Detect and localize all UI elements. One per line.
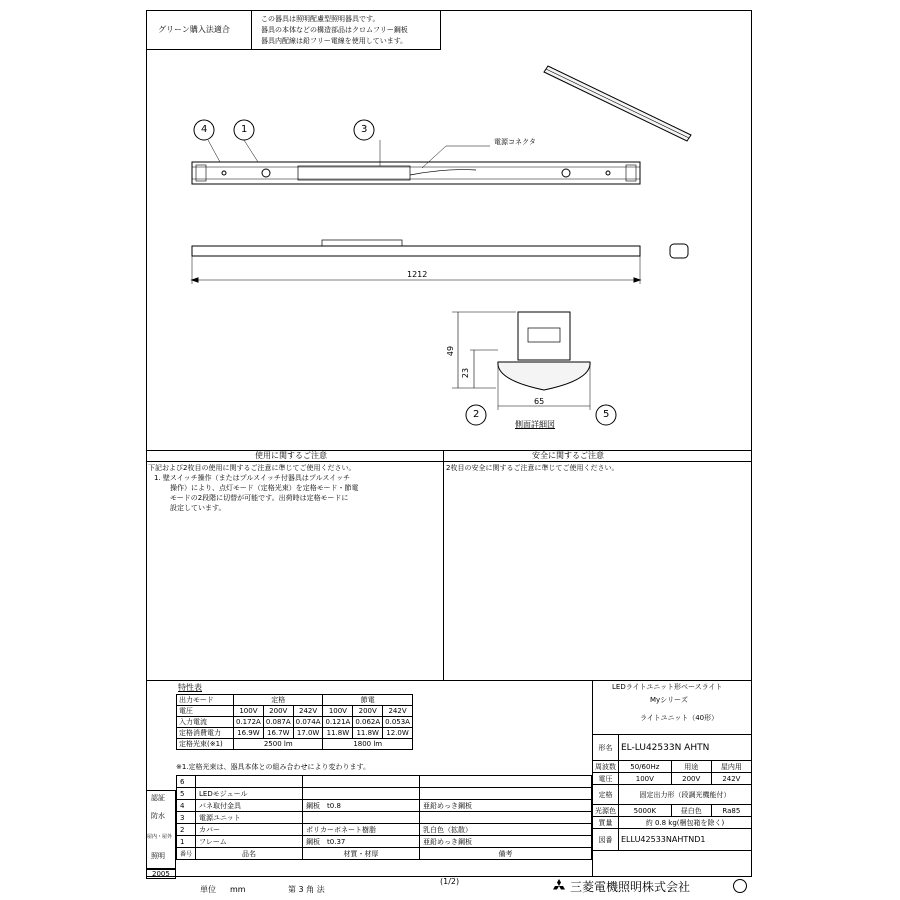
weight-value: 約 0.8 kg(梱包箱を除く) [619,817,752,829]
part-note [420,812,592,824]
part-note [420,776,592,788]
spec-lumen-eco: 1800 lm [323,739,412,750]
spec-eco: 節電 [323,695,412,706]
part-note: 亜鉛めっき鋼板 [420,800,592,812]
section-label: 側面詳細図 [515,420,555,429]
spec-cell: 242V [293,706,323,717]
spec-cell: 0.062A [353,717,383,728]
section-divider-top [146,450,752,451]
part-material [303,788,420,800]
spec-cell: 0.053A [383,717,413,728]
volt-value: 100V [619,773,672,785]
spec-mode-label: 出力モード [177,695,234,706]
spec-cell: 16.9W [234,728,264,739]
length-dimension: 1212 [407,270,428,279]
callout-1: 1 [241,124,248,135]
spec-cell: 100V [323,706,353,717]
section-divider-middle [443,450,444,680]
usage-line-2: 1. 壁スイッチ操作（またはプルスイッチ付器具はプルスイッチ [154,474,351,482]
header-note-2: 器具の本体などの構造部品はクロムフリー鋼板 [261,26,408,34]
weight-label: 質量 [593,817,619,829]
header-note-1: この器具は照明配慮型照明器具です。 [261,15,380,23]
spec-cell: 11.8W [323,728,353,739]
color-temp: 5000K [619,805,672,817]
spec-lumen-label: 定格光束(※1) [177,739,234,750]
part-material: ポリカーボネート樹脂 [303,824,420,836]
spec-title: 特性表 [178,683,202,692]
approval-circle-icon [733,879,747,893]
part-name: LEDモジュール [196,788,303,800]
volt-label: 電圧 [593,773,619,785]
parts-header-name: 品名 [196,848,303,860]
spec-row-label: 電圧 [177,706,234,717]
drawing-no: ELLU42533NAHTND1 [619,829,752,851]
section-view [452,312,590,410]
part-no: 2 [177,824,196,836]
perspective-view [544,66,691,141]
model-number: EL-LU42533N AHTN [619,735,752,761]
product-info-table [592,734,752,851]
product-line-1: LEDライトユニット形ベースライト [612,683,723,691]
spec-cell: 0.074A [293,717,323,728]
rating-value: 固定出力形（段調光機能付） [619,785,752,805]
part-no: 5 [177,788,196,800]
callout-5: 5 [603,409,610,420]
width-dimension: 65 [534,397,545,406]
part-note [420,788,592,800]
part-note: 乳白色（拡散） [420,824,592,836]
spec-lumen-rated: 2500 lm [234,739,323,750]
callout-4: 4 [201,124,208,135]
use-value: 屋内用 [711,761,751,773]
usage-line-4: モードの2段階に切替が可能です。出荷時は定格モードに [170,494,349,502]
approval-label-2: 防水 [151,812,165,820]
part-material: 鋼板 t0.8 [303,800,420,812]
color-label: 光源色 [593,805,619,817]
header-note-3: 器具内配線は鉛フリー電線を使用しています。 [261,37,408,45]
drawing-no-label: 図番 [593,829,619,851]
freq-label: 周波数 [593,761,619,773]
part-note: 亜鉛めっき鋼板 [420,836,592,848]
height-dimension: 49 [446,345,456,357]
spec-cell: 242V [383,706,413,717]
spec-rated: 定格 [234,695,323,706]
part-no: 1 [177,836,196,848]
spec-note: ※1.定格光束は、器具本体との組み合わせにより変わります。 [176,763,370,771]
spec-cell: 12.0W [383,728,413,739]
part-name: フレーム [196,836,303,848]
usage-line-1: 下記および2枚目の使用に関するご注意に準じてご使用ください。 [148,464,356,472]
spec-cell: 11.8W [353,728,383,739]
company-logo [552,879,566,893]
part-name [196,776,303,788]
product-line-3: ライトユニット（40形） [640,714,719,722]
part-name: バネ取付金具 [196,800,303,812]
spec-row-label: 入力電流 [177,717,234,728]
part-name: 電源ユニット [196,812,303,824]
spec-cell: 16.7W [263,728,293,739]
freq-value: 50/60Hz [619,761,672,773]
projection-method: 第 3 角 法 [288,885,325,894]
spec-cell: 100V [234,706,264,717]
part-material [303,776,420,788]
model-label: 形名 [593,735,619,761]
rating-label: 定格 [593,785,619,805]
part-material: 鋼板 t0.37 [303,836,420,848]
parts-table [176,775,592,860]
part-material [303,812,420,824]
company-name: 三菱電機照明株式会社 [570,880,691,894]
callout-2: 2 [473,409,480,420]
spec-cell: 0.121A [323,717,353,728]
part-name: カバー [196,824,303,836]
unit-label: 単位 [200,885,216,894]
spec-cell: 0.087A [263,717,293,728]
approval-label-4: 照明 [151,852,165,860]
page-number: (1/2) [440,877,460,886]
approval-label-1: 認証 [151,794,165,802]
callout-3: 3 [361,124,368,135]
part-no: 6 [177,776,196,788]
unit-value: mm [230,885,246,894]
section-divider-title [146,461,752,462]
safety-line-1: 2枚目の安全に関するご注意に準じてご使用ください。 [446,464,619,472]
volt-value: 200V [671,773,711,785]
ra-value: Ra85 [711,805,751,817]
safety-title: 安全に関するご注意 [532,451,604,460]
usage-title: 使用に関するご注意 [255,451,327,460]
technical-drawing [146,50,752,450]
approval-label-3: 屋内・屋外 [147,834,173,840]
parts-header-no: 番号 [177,848,196,860]
spec-cell: 200V [353,706,383,717]
part-no: 3 [177,812,196,824]
spec-row-label: 定格消費電力 [177,728,234,739]
spec-cell: 17.0W [293,728,323,739]
parts-header-material: 材質・材厚 [303,848,420,860]
spec-table [176,694,413,750]
usage-line-5: 設定しています。 [170,504,226,512]
color-name: 昼白色 [671,805,711,817]
inner-height-dimension: 23 [461,367,471,379]
product-line-2: Myシリーズ [650,696,688,704]
year: 2005 [152,870,170,878]
connector-label: 電源コネクタ [494,138,536,146]
side-view [192,240,688,284]
top-view [192,140,640,184]
spec-cell: 200V [263,706,293,717]
use-label: 用途 [671,761,711,773]
part-no: 4 [177,800,196,812]
lower-divider [146,680,752,681]
usage-line-3: 操作）により、点灯モード（定格光束）を定格モード・節電 [170,484,359,492]
parts-header-note: 備考 [420,848,592,860]
spec-cell: 0.172A [234,717,264,728]
volt-value: 242V [711,773,751,785]
green-label: グリーン購入法適合 [158,25,230,34]
